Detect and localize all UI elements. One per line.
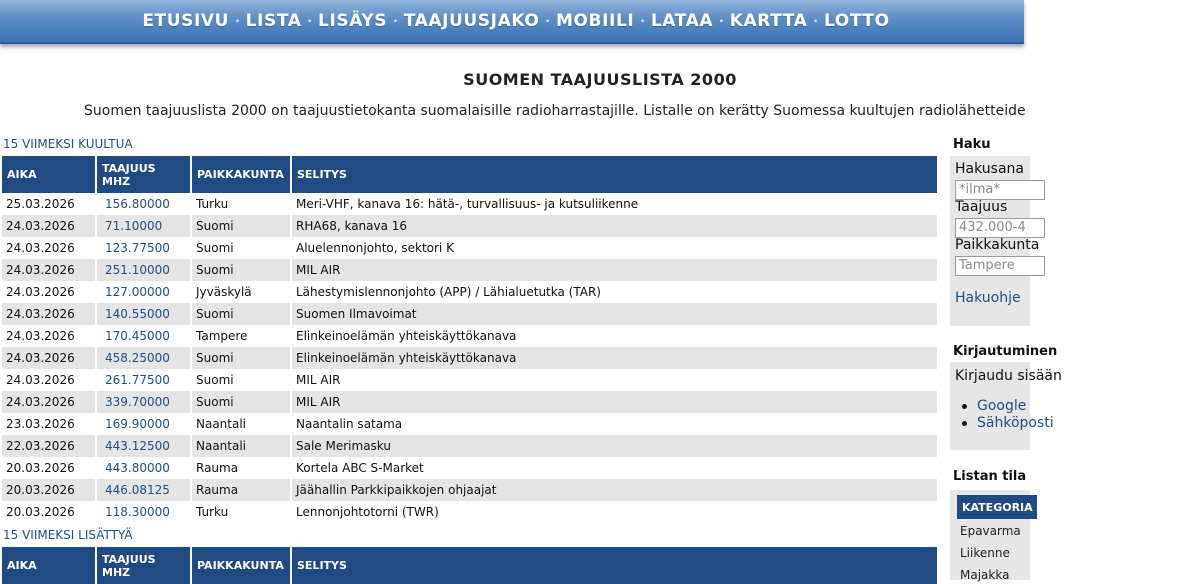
frequency-link[interactable]: 71.10000 bbox=[105, 219, 163, 233]
search-panel bbox=[950, 156, 1040, 326]
page-title: SUOMEN TAAJUUSLISTA 2000 bbox=[463, 70, 737, 89]
keyword-input[interactable]: *ilma* bbox=[955, 180, 1045, 200]
place-input[interactable]: Tampere bbox=[955, 256, 1045, 276]
cell-location: Suomi bbox=[192, 391, 292, 413]
category-header: KATEGORIA bbox=[957, 495, 1037, 519]
cell-frequency bbox=[97, 457, 192, 479]
frequency-label: Taajuus bbox=[955, 199, 1008, 215]
table-row bbox=[2, 413, 939, 435]
cell-description: Suomen Ilmavoimat bbox=[292, 303, 939, 325]
cell-description: MIL AIR bbox=[292, 259, 939, 281]
cell-frequency bbox=[97, 435, 192, 457]
login-options bbox=[977, 398, 1054, 432]
cell-description: Elinkeinoelämän yhteiskäyttökanava bbox=[292, 325, 939, 347]
cell-frequency bbox=[97, 391, 192, 413]
nav-separator: · bbox=[307, 14, 313, 28]
login-heading: Kirjautuminen bbox=[953, 344, 1058, 359]
column-header-paikkakunta[interactable]: PAIKKAKUNTA bbox=[192, 156, 292, 193]
table-row bbox=[2, 303, 939, 325]
cell-date: 23.03.2026 bbox=[2, 413, 97, 435]
frequency-input[interactable]: 432.000-4 bbox=[955, 218, 1045, 238]
cell-location: Rauma bbox=[192, 479, 292, 501]
cell-frequency bbox=[97, 347, 192, 369]
cell-date: 24.03.2026 bbox=[2, 325, 97, 347]
table-row bbox=[2, 435, 939, 457]
cell-description: Naantalin satama bbox=[292, 413, 939, 435]
frequency-link[interactable]: 251.10000 bbox=[105, 263, 170, 277]
cell-description: RHA68, kanava 16 bbox=[292, 215, 939, 237]
table-row bbox=[2, 237, 939, 259]
nav-link-lisays[interactable]: LISÄYS bbox=[318, 11, 388, 31]
cell-location: Rauma bbox=[192, 457, 292, 479]
nav-link-lotto[interactable]: LOTTO bbox=[823, 11, 890, 31]
status-heading: Listan tila bbox=[953, 469, 1027, 484]
cell-location: Suomi bbox=[192, 259, 292, 281]
cell-frequency bbox=[97, 501, 192, 523]
login-option-item bbox=[977, 415, 1054, 432]
cell-description: Meri-VHF, kanava 16: hätä-, turvallisuus- ja kutsuliikenne bbox=[292, 193, 939, 215]
cell-date: 20.03.2026 bbox=[2, 457, 97, 479]
frequency-link[interactable]: 170.45000 bbox=[105, 329, 170, 343]
table-row bbox=[2, 457, 939, 479]
nav-separator: · bbox=[545, 14, 550, 28]
cell-date: 24.03.2026 bbox=[2, 281, 97, 303]
frequency-link[interactable]: 156.80000 bbox=[105, 197, 170, 211]
table-row bbox=[2, 479, 939, 501]
cell-date: 24.03.2026 bbox=[2, 347, 97, 369]
cell-location: Suomi bbox=[192, 215, 292, 237]
frequency-link[interactable]: 261.77500 bbox=[105, 373, 170, 387]
intro-text: Suomen taajuuslista 2000 on taajuustietokanta suomalaisille radioharrastajille. Listalle on kerätty Suomessa kuultujen radiolähetteide bbox=[84, 103, 1026, 119]
nav-separator: · bbox=[813, 14, 818, 28]
table-row bbox=[2, 259, 939, 281]
nav-separator: · bbox=[719, 14, 724, 28]
frequency-link[interactable]: 169.90000 bbox=[105, 417, 170, 431]
cell-frequency bbox=[97, 281, 192, 303]
login-google-link[interactable]: Google bbox=[977, 398, 1027, 414]
cell-location: Turku bbox=[192, 193, 292, 215]
cell-description: Lähestymislennonjohto (APP) / Lähialuetutka (TAR) bbox=[292, 281, 939, 303]
cell-description: MIL AIR bbox=[292, 391, 939, 413]
cell-location: Turku bbox=[192, 501, 292, 523]
cell-date: 20.03.2026 bbox=[2, 479, 97, 501]
table-header-row bbox=[2, 156, 939, 193]
table-row bbox=[2, 325, 939, 347]
cell-location: Suomi bbox=[192, 369, 292, 391]
nav-link-taajuusjako[interactable]: TAAJUUSJAKO bbox=[403, 11, 540, 31]
cell-description: Aluelennonjohto, sektori K bbox=[292, 237, 939, 259]
login-text: Kirjaudu sisään bbox=[955, 368, 1062, 384]
table-row bbox=[2, 391, 939, 413]
cell-frequency bbox=[97, 237, 192, 259]
cell-description: MIL AIR bbox=[292, 369, 939, 391]
latest-added-table bbox=[2, 547, 939, 584]
cell-date: 24.03.2026 bbox=[2, 303, 97, 325]
latest-heard-rows bbox=[2, 193, 939, 523]
cell-date: 24.03.2026 bbox=[2, 237, 97, 259]
latest-heard-table bbox=[2, 156, 939, 523]
nav-link-etusivu[interactable]: ETUSIVU bbox=[142, 11, 230, 31]
cell-frequency bbox=[97, 193, 192, 215]
cell-location: Jyväskylä bbox=[192, 281, 292, 303]
cell-location: Naantali bbox=[192, 413, 292, 435]
nav-link-lataa[interactable]: LATAA bbox=[650, 11, 714, 31]
column-header-aika[interactable]: AIKA bbox=[2, 547, 97, 584]
cell-frequency bbox=[97, 303, 192, 325]
search-help-link[interactable]: Hakuohje bbox=[955, 290, 1021, 306]
frequency-link[interactable]: 339.70000 bbox=[105, 395, 170, 409]
category-row: Epavarma bbox=[960, 524, 1021, 538]
nav-separator: · bbox=[235, 14, 240, 28]
table-row bbox=[2, 347, 939, 369]
status-panel bbox=[950, 490, 1033, 582]
column-header-taajuus[interactable]: TAAJUUS MHZ bbox=[97, 547, 192, 584]
nav-link-lista[interactable]: LISTA bbox=[245, 11, 302, 31]
cell-date: 24.03.2026 bbox=[2, 369, 97, 391]
nav-link-kartta[interactable]: KARTTA bbox=[729, 11, 808, 31]
category-row: Majakka bbox=[960, 568, 1010, 582]
cell-description: Jäähallin Parkkipaikkojen ohjaajat bbox=[292, 479, 939, 501]
cell-location: Tampere bbox=[192, 325, 292, 347]
cell-location: Suomi bbox=[192, 347, 292, 369]
cell-date: 24.03.2026 bbox=[2, 391, 97, 413]
keyword-label: Hakusana bbox=[955, 161, 1024, 177]
login-option-item bbox=[977, 398, 1054, 415]
column-header-aika[interactable]: AIKA bbox=[2, 156, 97, 193]
frequency-link[interactable]: 443.12500 bbox=[105, 439, 170, 453]
cell-description: Elinkeinoelämän yhteiskäyttökanava bbox=[292, 347, 939, 369]
cell-frequency bbox=[97, 479, 192, 501]
cell-frequency bbox=[97, 259, 192, 281]
nav-separator: · bbox=[640, 14, 645, 28]
top-navigation bbox=[0, 0, 1024, 44]
cell-location: Suomi bbox=[192, 237, 292, 259]
cell-description: Sale Merimasku bbox=[292, 435, 939, 457]
cell-date: 25.03.2026 bbox=[2, 193, 97, 215]
column-header-selitys[interactable]: SELITYS bbox=[292, 547, 939, 584]
login-panel bbox=[950, 362, 1062, 450]
nav-separator: · bbox=[393, 14, 398, 28]
login-email-link[interactable]: Sähköposti bbox=[977, 415, 1054, 431]
search-heading: Haku bbox=[953, 137, 991, 152]
cell-date: 24.03.2026 bbox=[2, 215, 97, 237]
cell-location: Suomi bbox=[192, 303, 292, 325]
column-header-paikkakunta[interactable]: PAIKKAKUNTA bbox=[192, 547, 292, 584]
nav-link-mobiili[interactable]: MOBIILI bbox=[555, 11, 635, 31]
table-row bbox=[2, 193, 939, 215]
cell-date: 20.03.2026 bbox=[2, 501, 97, 523]
cell-frequency bbox=[97, 369, 192, 391]
table-row bbox=[2, 369, 939, 391]
cell-location: Naantali bbox=[192, 435, 292, 457]
latest-heard-link[interactable]: 15 VIIMEKSI KUULTUA bbox=[3, 137, 133, 151]
frequency-link[interactable]: 118.30000 bbox=[105, 505, 170, 519]
frequency-link[interactable]: 443.80000 bbox=[105, 461, 170, 475]
table-row bbox=[2, 281, 939, 303]
frequency-link[interactable]: 446.08125 bbox=[105, 483, 170, 497]
cell-description: Lennonjohtotorni (TWR) bbox=[292, 501, 939, 523]
cell-frequency bbox=[97, 215, 192, 237]
column-header-taajuus[interactable]: TAAJUUS MHZ bbox=[97, 156, 192, 193]
frequency-link[interactable]: 140.55000 bbox=[105, 307, 170, 321]
table-row bbox=[2, 215, 939, 237]
frequency-link[interactable]: 127.00000 bbox=[105, 285, 170, 299]
cell-frequency bbox=[97, 413, 192, 435]
latest-added-link[interactable]: 15 VIIMEKSI LISÄTTYÄ bbox=[3, 528, 133, 542]
place-label: Paikkakunta bbox=[955, 237, 1040, 253]
cell-frequency bbox=[97, 325, 192, 347]
cell-description: Kortela ABC S-Market bbox=[292, 457, 939, 479]
frequency-link[interactable]: 123.77500 bbox=[105, 241, 170, 255]
cell-date: 22.03.2026 bbox=[2, 435, 97, 457]
table-row bbox=[2, 501, 939, 523]
category-row: Liikenne bbox=[960, 546, 1010, 560]
column-header-selitys[interactable]: SELITYS bbox=[292, 156, 939, 193]
cell-date: 24.03.2026 bbox=[2, 259, 97, 281]
frequency-link[interactable]: 458.25000 bbox=[105, 351, 170, 365]
table-header-row bbox=[2, 547, 939, 584]
